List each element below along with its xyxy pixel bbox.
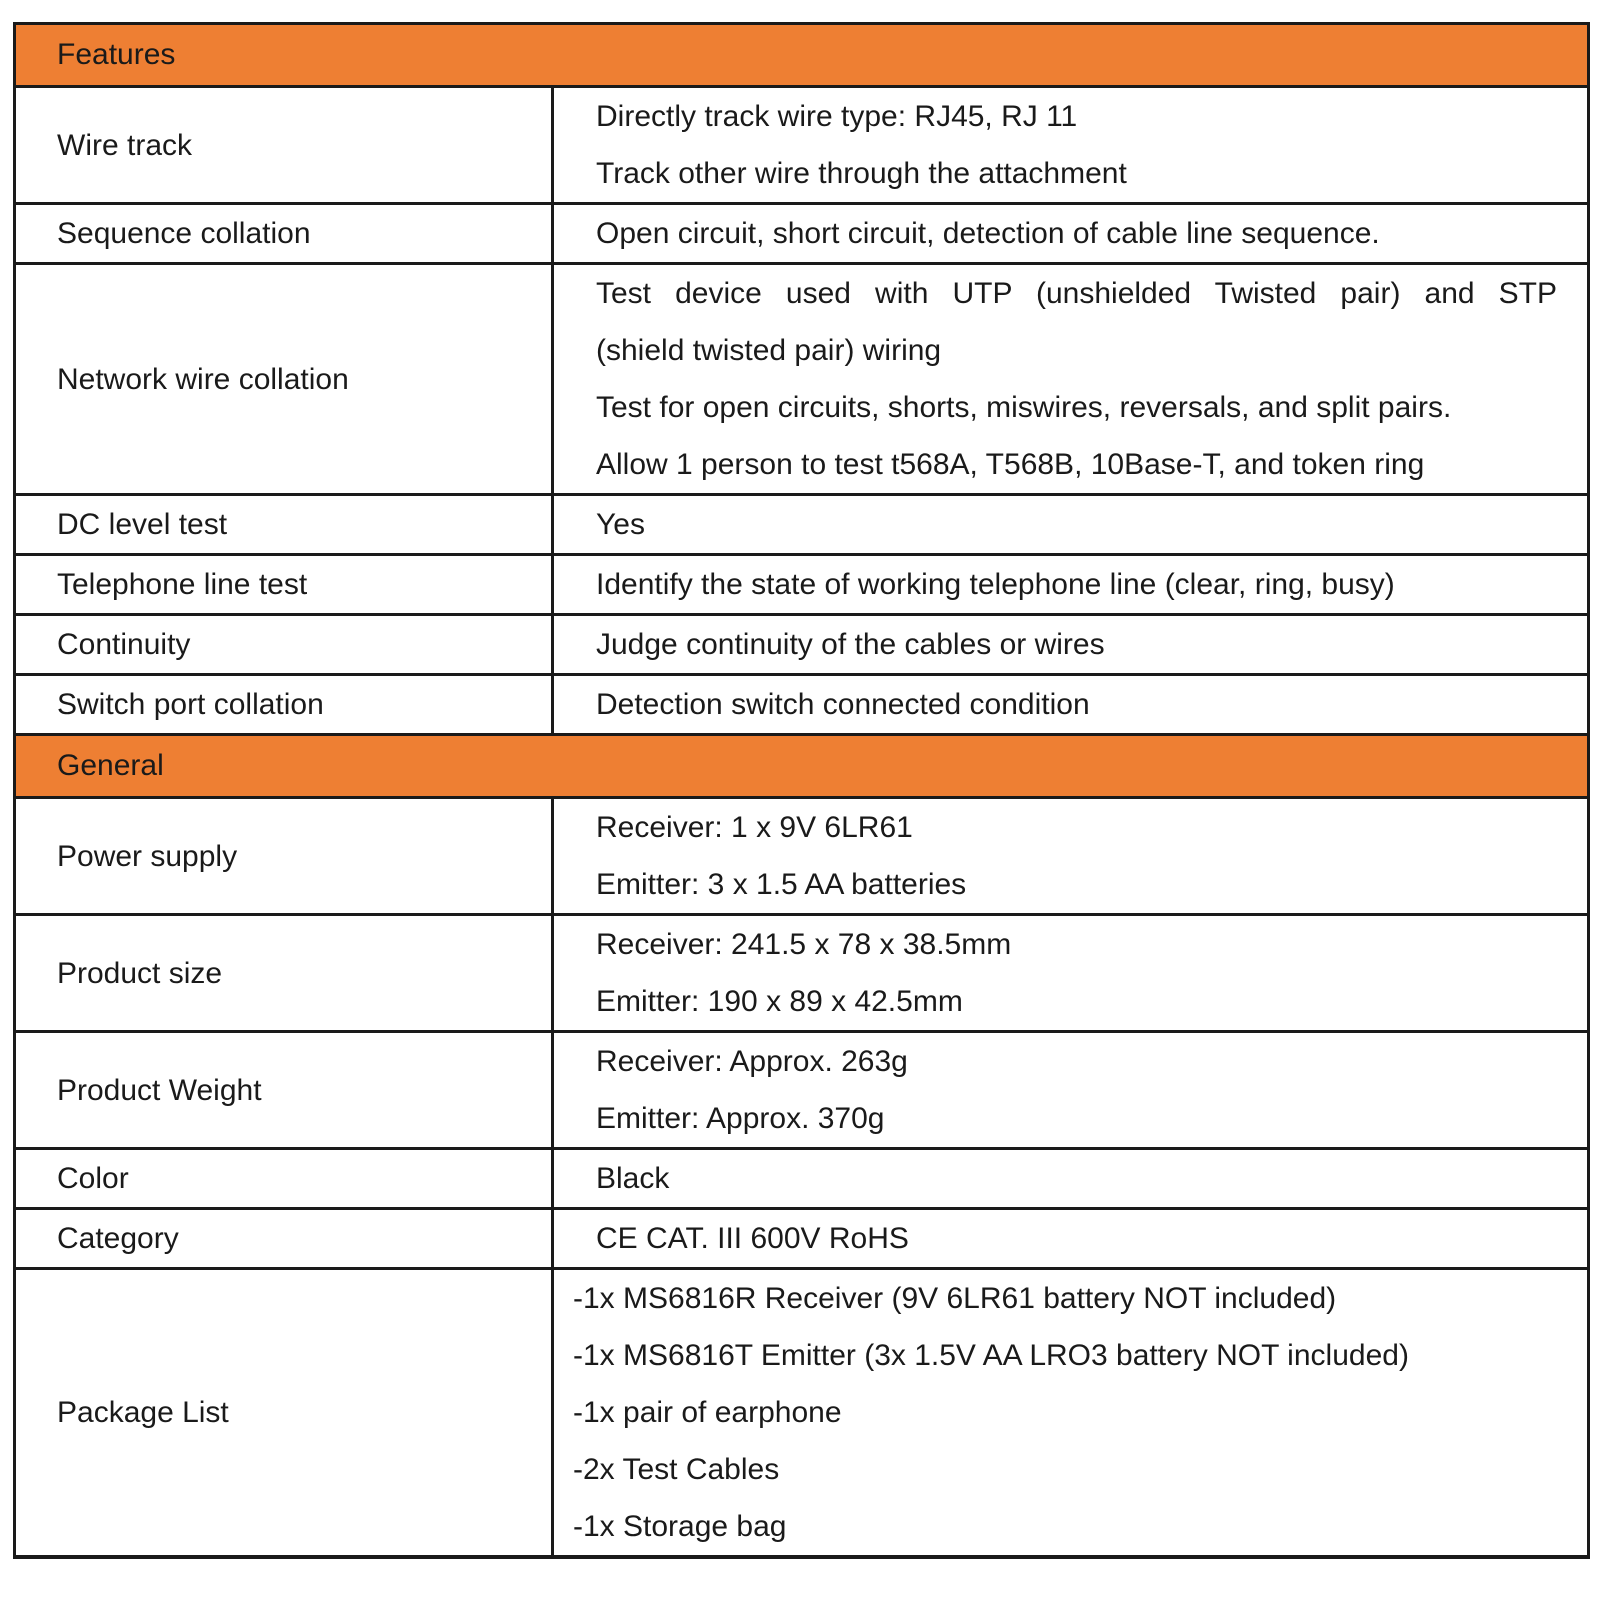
value-line: Emitter: 3 x 1.5 AA batteries (596, 868, 967, 901)
row-label: Continuity (15, 615, 553, 675)
value-line: Test device used with UTP (unshielded Twisted pair) and STP (596, 277, 1558, 310)
row-value (553, 1032, 1589, 1149)
value-line: Open circuit, short circuit, detection of cable line sequence. (596, 217, 1380, 250)
row-value (553, 1269, 1589, 1558)
row-label: Network wire collation (15, 264, 553, 495)
value-line: CE CAT. III 600V RoHS (596, 1222, 909, 1255)
table-row (15, 615, 1589, 675)
section-title: Features (15, 24, 1589, 87)
value-line: Emitter: 190 x 89 x 42.5mm (596, 985, 963, 1018)
value-line: Identify the state of working telephone line (clear, ring, busy) (596, 568, 1395, 601)
table-row (15, 915, 1589, 1032)
section-header-general (15, 735, 1589, 798)
row-value (553, 495, 1589, 555)
row-value (553, 675, 1589, 735)
value-line: Track other wire through the attachment (596, 157, 1127, 190)
value-line: Judge continuity of the cables or wires (596, 628, 1105, 661)
row-value (553, 264, 1589, 495)
value-line: Receiver: 241.5 x 78 x 38.5mm (596, 928, 1012, 961)
table-row (15, 87, 1589, 204)
value-line: Detection switch connected condition (596, 688, 1090, 721)
value-line: -2x Test Cables (573, 1453, 780, 1486)
table-row (15, 1032, 1589, 1149)
table-row (15, 1149, 1589, 1209)
value-line: Directly track wire type: RJ45, RJ 11 (596, 100, 1078, 133)
section-header-features (15, 24, 1589, 87)
row-value (553, 87, 1589, 204)
row-value (553, 1209, 1589, 1269)
row-label: Wire track (15, 87, 553, 204)
table-row (15, 495, 1589, 555)
row-label: DC level test (15, 495, 553, 555)
table-row (15, 555, 1589, 615)
row-label: Color (15, 1149, 553, 1209)
row-label: Category (15, 1209, 553, 1269)
section-title: General (15, 735, 1589, 798)
value-line: Receiver: Approx. 263g (596, 1045, 908, 1078)
row-label: Sequence collation (15, 204, 553, 264)
value-line: Yes (596, 508, 645, 541)
table-row (15, 675, 1589, 735)
row-label: Package List (15, 1269, 553, 1558)
row-value (553, 798, 1589, 915)
spec-table (13, 22, 1590, 1559)
row-value (553, 615, 1589, 675)
row-value (553, 204, 1589, 264)
row-label: Product Weight (15, 1032, 553, 1149)
row-label: Power supply (15, 798, 553, 915)
row-label: Telephone line test (15, 555, 553, 615)
value-line: Test for open circuits, shorts, miswires, reversals, and split pairs. (596, 391, 1452, 424)
row-label: Switch port collation (15, 675, 553, 735)
table-row (15, 204, 1589, 264)
row-value (553, 555, 1589, 615)
value-line: Black (596, 1162, 670, 1195)
value-line: Emitter: Approx. 370g (596, 1102, 885, 1135)
value-line: (shield twisted pair) wiring (596, 334, 942, 367)
row-value (553, 915, 1589, 1032)
table-row (15, 1209, 1589, 1269)
table-row (15, 264, 1589, 495)
value-line: -1x MS6816T Emitter (3x 1.5V AA LRO3 battery NOT included) (573, 1339, 1409, 1372)
table-row (15, 798, 1589, 915)
value-line: Receiver: 1 x 9V 6LR61 (596, 811, 913, 844)
value-line: -1x Storage bag (573, 1510, 787, 1543)
table-row (15, 1269, 1589, 1558)
value-line: -1x pair of earphone (573, 1396, 842, 1429)
row-value (553, 1149, 1589, 1209)
row-label: Product size (15, 915, 553, 1032)
value-line: -1x MS6816R Receiver (9V 6LR61 battery NOT included) (573, 1282, 1337, 1315)
value-line: Allow 1 person to test t568A, T568B, 10Base-T, and token ring (596, 448, 1425, 481)
